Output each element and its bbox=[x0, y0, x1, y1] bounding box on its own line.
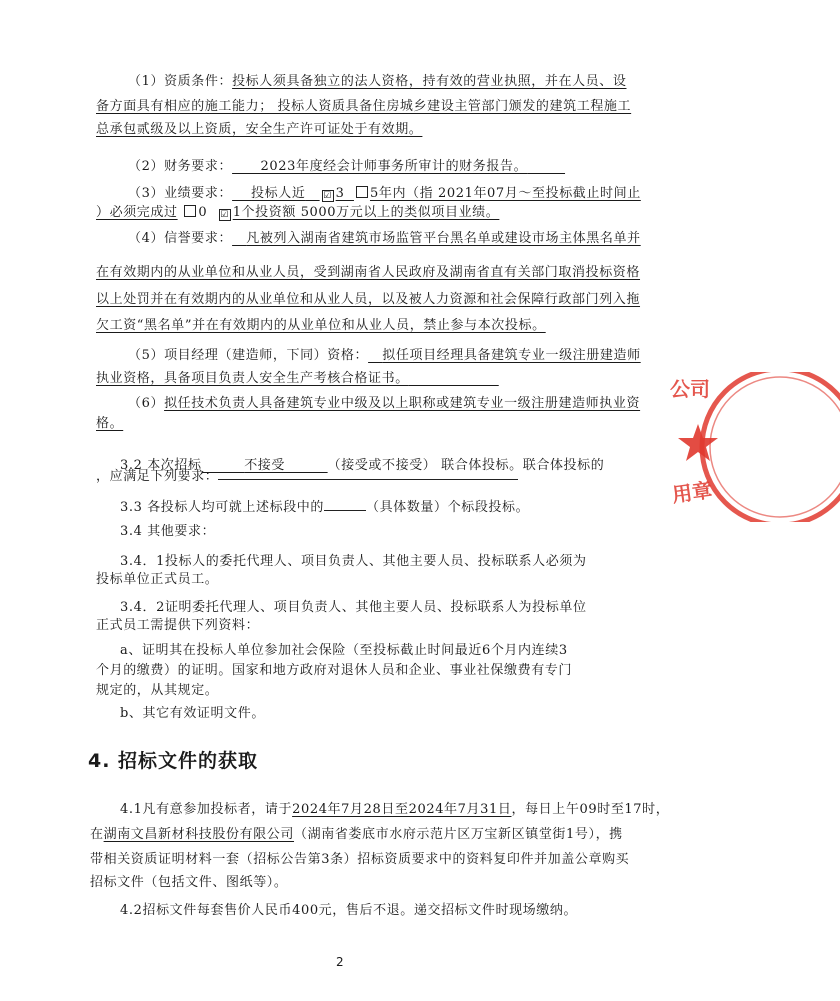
checkbox-empty-icon bbox=[356, 186, 368, 198]
performance-line-2: ）必须完成过 0 ☑ 1个投资额 5000万元以上的类似项目业绩。 bbox=[96, 205, 500, 220]
pm-line-1: （5）项目经理（建造师，下同）资格： 拟任项目经理具备建筑专业一级注册建造师 bbox=[128, 348, 641, 363]
section-4-1-line-4: 招标文件（包括文件、图纸等）。 bbox=[90, 875, 288, 890]
finance-line: （2）财务要求： 2023年度经会计师事务所审计的财务报告。 bbox=[128, 159, 528, 174]
section-3-3: 3.3 各投标人均可就上述标段中的 （具体数量）个标段投标。 bbox=[120, 496, 529, 519]
item-a-line-2: 个月的缴费）的证明。国家和地方政府对退休人员和企业、事业社保缴费有专门 bbox=[96, 663, 573, 678]
item-a-line-3: 规定的，从其规定。 bbox=[96, 683, 219, 698]
checkbox-empty-icon bbox=[184, 205, 196, 217]
seal-text-bottom: 用章 bbox=[670, 477, 714, 508]
credit-line-1: （4）信誉要求： 凡被列入湖南省建筑市场监管平台黑名单或建设市场主体黑名单并 bbox=[128, 231, 641, 246]
section-3-2-line-1: 3.2 本次招标 不接受 （接受或不接受） 联合体投标。联合体投标的 bbox=[120, 458, 605, 473]
checkbox-checked-icon: ☑ bbox=[220, 210, 230, 220]
section-3-4-1-line-1: 3.4．1投标人的委托代理人、项目负责人、其他主要人员、投标联系人必须为 bbox=[120, 554, 587, 569]
page-number: 2 bbox=[336, 955, 344, 969]
qualification-line-1: （1）资质条件：投标人须具备独立的法人资格，持有效的营业执照，并在人员、设 bbox=[128, 74, 627, 89]
section-3-4-1-line-2: 投标单位正式员工。 bbox=[96, 572, 219, 587]
qualification-line-3: 总承包贰级及以上资质，安全生产许可证处于有效期。 bbox=[96, 122, 423, 137]
seal-stamp-icon bbox=[668, 372, 840, 522]
checkbox-checked-icon: ☑ bbox=[323, 191, 332, 201]
section-3-2-line-2: ，应满足下列要求： bbox=[96, 465, 518, 488]
seal-text-top: 公司 bbox=[670, 377, 710, 401]
credit-line-4: 欠工资“黑名单”并在有效期内的从业单位和从业人员，禁止参与本次投标。 bbox=[96, 318, 546, 333]
pm-line-2: 执业资格，具备项目负责人安全生产考核合格证书。 bbox=[96, 371, 409, 386]
tech-line-2: 格。 bbox=[96, 416, 124, 431]
item-a-line-1: a、证明其在投标人单位参加社会保险（至投标截止时间最近6个月内连续3 bbox=[120, 643, 568, 658]
section-4-1-line-2: 在湖南文昌新材科技股份有限公司（湖南省娄底市水府示范片区万宝新区镇堂街1号），携 bbox=[90, 827, 623, 842]
qualification-line-2: 备方面具有相应的施工能力； 投标人资质具备住房城乡建设主管部门颁发的建筑工程施工 bbox=[96, 99, 632, 114]
section-4-heading: 4. 招标文件的获取 bbox=[88, 750, 259, 772]
item-b: b、其它有效证明文件。 bbox=[120, 706, 265, 721]
section-3-4-2-line-1: 3.4．2证明委托代理人、项目负责人、其他主要人员、投标联系人为投标单位 bbox=[120, 600, 587, 615]
section-4-2: 4.2招标文件每套售价人民币400元，售后不退。递交招标文件时现场缴纳。 bbox=[120, 903, 578, 918]
company-seal bbox=[668, 372, 840, 522]
performance-line-1: （3）业绩要求： 投标人近 ☑ 3 5年内（指 2021年07月～至投标截止时间止 bbox=[128, 186, 641, 201]
credit-line-3: 以上处罚并在有效期内的从业单位和从业人员，以及被人力资源和社会保障行政部门列入拖 bbox=[96, 292, 641, 307]
section-4-1-line-3: 带相关资质证明材料一套（招标公告第3条）招标资质要求中的资料复印件并加盖公章购买 bbox=[90, 852, 630, 867]
section-3-4-2-line-2: 正式员工需提供下列资料： bbox=[96, 618, 260, 633]
tech-line-1: （6）拟任技术负责人具备建筑专业中级及以上职称或建筑专业一级注册建造师执业资 bbox=[128, 396, 641, 411]
credit-line-2: 在有效期内的从业单位和从业人员，受到湖南省人民政府及湖南省直有关部门取消投标资格 bbox=[96, 265, 641, 280]
section-4-1-line-1: 4.1凡有意参加投标者，请于2024年7月28日至2024年7月31日，每日上午09时至17时， bbox=[120, 802, 670, 817]
section-3-4: 3.4 其他要求： bbox=[120, 524, 216, 539]
